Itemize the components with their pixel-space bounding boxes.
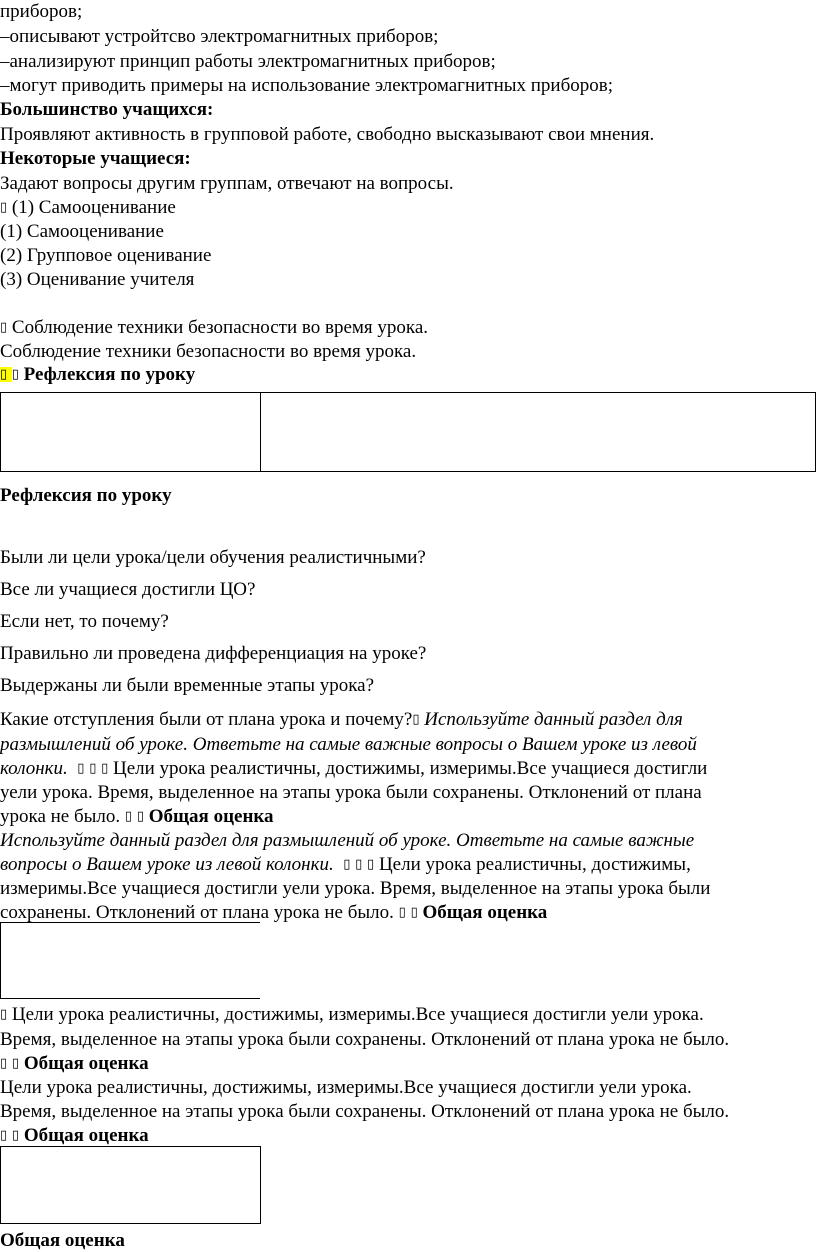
- missing-glyph-icon: ▯: [11, 367, 19, 382]
- text-line: (1) Самооценивание: [0, 221, 164, 242]
- text-line: –могут приводить примеры на использование электромагнитных приборов;: [0, 75, 614, 96]
- text-line: урока не было. ▯ ▯ Общая оценка: [0, 806, 274, 827]
- table-border: [0, 922, 260, 923]
- text-line: измеримы.Все учащиеся достигли уели урока. Время, выделенное на этапы урока были: [0, 878, 711, 899]
- missing-glyph-icon: ▯: [0, 1056, 8, 1071]
- text-line: Соблюдение техники безопасности во время урока.: [0, 341, 417, 362]
- missing-glyph-icon: ▯: [367, 857, 375, 872]
- text-line: Если нет, то почему?: [0, 611, 169, 632]
- missing-glyph-icon: ▯: [0, 200, 8, 215]
- missing-glyph-icon: ▯: [11, 1128, 20, 1143]
- missing-glyph-icon: ▯: [136, 809, 144, 824]
- text-line: колонки. ▯ ▯ ▯ Цели урока реалистичны, достижимы, измеримы.Все учащиеся достигли: [0, 758, 708, 779]
- section-heading: ▯ ▯ Рефлексия по уроку: [0, 364, 196, 385]
- table-row: [0, 1146, 261, 1224]
- text-line: Правильно ли проведена дифференциация на уроке?: [0, 643, 427, 664]
- text-line: Используйте данный раздел для размышлений об уроке. Ответьте на самые важные: [0, 830, 695, 851]
- text-line: Какие отступления были от плана урока и почему?▯ Используйте данный раздел для: [0, 709, 683, 730]
- missing-glyph-icon: ▯: [412, 712, 420, 727]
- text-line: сохранены. Отклонений от плана урока не было. ▯ ▯ Общая оценка: [0, 902, 548, 923]
- table-row: [0, 392, 816, 472]
- text-line: Были ли цели урока/цели обучения реалистичными?: [0, 547, 426, 568]
- section-heading: Большинство учащихся:: [0, 99, 214, 120]
- missing-glyph-icon: ▯: [101, 761, 109, 776]
- text-line: ▯ Соблюдение техники безопасности во время урока.: [0, 317, 429, 338]
- text-line: уели урока. Время, выделенное на этапы урока были сохранены. Отклонений от плана: [0, 782, 702, 803]
- table-border: [0, 998, 260, 999]
- text-line: Время, выделенное на этапы урока были сохранены. Отклонений от плана урока не было.: [0, 1101, 730, 1122]
- missing-glyph-icon: ▯: [355, 857, 363, 872]
- table-divider: [260, 392, 261, 472]
- text-line: (2) Групповое оценивание: [0, 245, 212, 266]
- missing-glyph-icon: ▯: [11, 1056, 20, 1071]
- missing-glyph-icon: ▯: [124, 809, 133, 824]
- text-line: ▯ Цели урока реалистичны, достижимы, измеримы.Все учащиеся достигли уели урока.: [0, 1004, 704, 1025]
- text-line: Все ли учащиеся достигли ЦО?: [0, 579, 256, 600]
- text-line: Время, выделенное на этапы урока были сохранены. Отклонений от плана урока не было.: [0, 1029, 730, 1050]
- section-heading: Некоторые учащиеся:: [0, 148, 191, 169]
- missing-glyph-icon: ▯: [343, 857, 351, 872]
- section-heading: Рефлексия по уроку: [0, 485, 172, 506]
- missing-glyph-icon: ▯: [0, 320, 8, 335]
- text-line: Проявляют активность в групповой работе, свободно высказывают свои мнения.: [0, 124, 655, 145]
- missing-glyph-icon: ▯: [89, 761, 97, 776]
- text-line: Задают вопросы другим группам, отвечают на вопросы.: [0, 173, 454, 194]
- text-line: Цели урока реалистичны, достижимы, измеримы.Все учащиеся достигли уели урока.: [0, 1077, 692, 1098]
- text-line: вопросы о Вашем уроке из левой колонки. ▯ ▯ ▯ Цели урока реалистичны, достижимы,: [0, 854, 691, 875]
- section-heading: ▯ ▯ Общая оценка: [0, 1125, 149, 1146]
- text-line: –анализируют принцип работы электромагнитных приборов;: [0, 51, 496, 72]
- missing-glyph-icon: ▯: [410, 905, 418, 920]
- text-line: Выдержаны ли были временные этапы урока?: [0, 675, 375, 696]
- missing-glyph-icon: ▯: [0, 1007, 8, 1022]
- missing-glyph-icon: ▯: [0, 1128, 8, 1143]
- missing-glyph-icon: ▯: [77, 761, 85, 776]
- missing-glyph-icon: ▯: [0, 367, 12, 382]
- text-line: (3) Оценивание учителя: [0, 269, 195, 290]
- text-line: –описывают устройтсво электромагнитных приборов;: [0, 26, 439, 47]
- text-line: приборов;: [0, 1, 83, 22]
- text-line: размышлений об уроке. Ответьте на самые важные вопросы о Вашем уроке из левой: [0, 734, 697, 755]
- section-heading: ▯ ▯ Общая оценка: [0, 1053, 149, 1074]
- section-heading: Общая оценка: [0, 1230, 125, 1251]
- missing-glyph-icon: ▯: [398, 905, 406, 920]
- table-border: [0, 922, 1, 998]
- text-line: ▯ (1) Самооценивание: [0, 197, 176, 218]
